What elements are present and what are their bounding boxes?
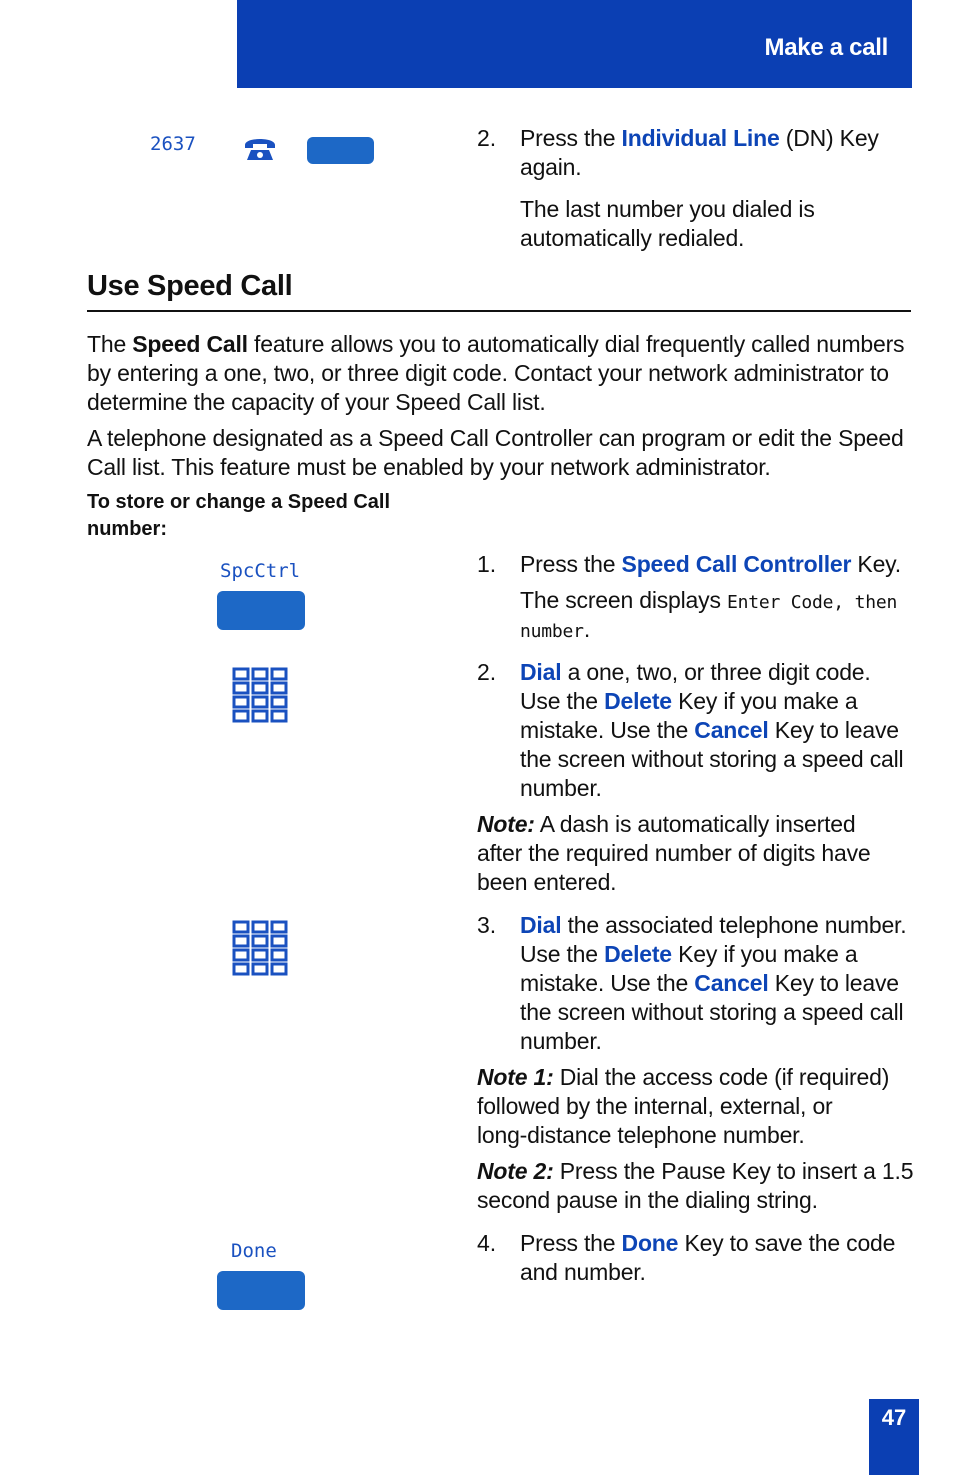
note: been entered. (477, 869, 617, 895)
note: long-distance telephone number. (477, 1122, 805, 1148)
step-text: Press the Individual Line (DN) Key (520, 125, 879, 151)
intro-paragraph: Call list. This feature must be enabled by your network administrator. (87, 454, 771, 480)
page-number: 47 (881, 1405, 907, 1430)
phone-icon (243, 134, 277, 162)
step-description: automatically redialed. (520, 225, 745, 251)
step-text: Dial a one, two, or three digit code. (520, 659, 871, 685)
intro-paragraph: A telephone designated as a Speed Call Controller can program or edit the Speed (87, 425, 904, 451)
step-number: 3. (477, 912, 497, 938)
display-dn: 2637 (150, 133, 196, 155)
speed-call-controller-key (217, 591, 305, 630)
intro-paragraph: by entering a one, two, or three digit code. Contact your network administrator to (87, 360, 889, 386)
note: followed by the internal, external, or (477, 1093, 833, 1119)
step-text: Dial the associated telephone number. (520, 912, 907, 938)
page-number-box (869, 1399, 919, 1475)
step-text: Use the Delete Key if you make a (520, 688, 858, 714)
intro-paragraph: determine the capacity of your Speed Call list. (87, 389, 546, 415)
procedure-heading: To store or change a Speed Call number: (87, 491, 391, 540)
key-name: Individual Line (621, 125, 780, 151)
key-name: Dial (520, 912, 562, 938)
step-number: 4. (477, 1230, 497, 1256)
key-name: Dial (520, 659, 562, 685)
step-text: Press the Speed Call Controller Key. (520, 551, 901, 577)
step-text: and number. (520, 1259, 646, 1285)
note: Note: A dash is automatically inserted (477, 811, 856, 837)
dialpad-icon (232, 667, 288, 725)
note: second pause in the dialing string. (477, 1187, 818, 1213)
note: Note 1: Dial the access code (if required) (477, 1064, 890, 1090)
note: Note 2: Press the Pause Key to insert a 1.5 (477, 1158, 914, 1184)
chapter-title: Make a call (764, 34, 888, 61)
step-number: 1. (477, 551, 497, 577)
step-text: Use the Delete Key if you make a (520, 941, 858, 967)
step-number: 2. (477, 125, 497, 151)
step-text: the screen without storing a speed call (520, 746, 904, 772)
softkey-label-done: Done (231, 1240, 277, 1262)
chapter-header (237, 0, 912, 88)
step-text: number. (520, 1028, 602, 1054)
step-description: The last number you dialed is (520, 196, 815, 222)
section-title: Use Speed Call (87, 270, 293, 302)
step-text: mistake. Use the Cancel Key to leave (520, 970, 899, 996)
intro-paragraph: The Speed Call feature allows you to automatically dial frequently called numbers (87, 331, 905, 357)
key-name: Speed Call Controller (621, 551, 852, 577)
step-number: 2. (477, 659, 497, 685)
step-text: Press the Done Key to save the code (520, 1230, 896, 1256)
note: after the required number of digits have (477, 840, 871, 866)
dialpad-icon (232, 920, 288, 978)
step-text: number. (520, 775, 602, 801)
step-text: again. (520, 154, 582, 180)
done-key (217, 1271, 305, 1310)
step-description: The screen displays Enter Code, then (520, 587, 898, 613)
step-description: number. (520, 616, 591, 642)
line-key (307, 137, 374, 164)
step-text: mistake. Use the Cancel Key to leave (520, 717, 899, 743)
key-name: Done (621, 1230, 679, 1256)
step-text: the screen without storing a speed call (520, 999, 904, 1025)
section-rule (87, 310, 911, 312)
softkey-label-spcctrl: SpcCtrl (220, 560, 301, 582)
